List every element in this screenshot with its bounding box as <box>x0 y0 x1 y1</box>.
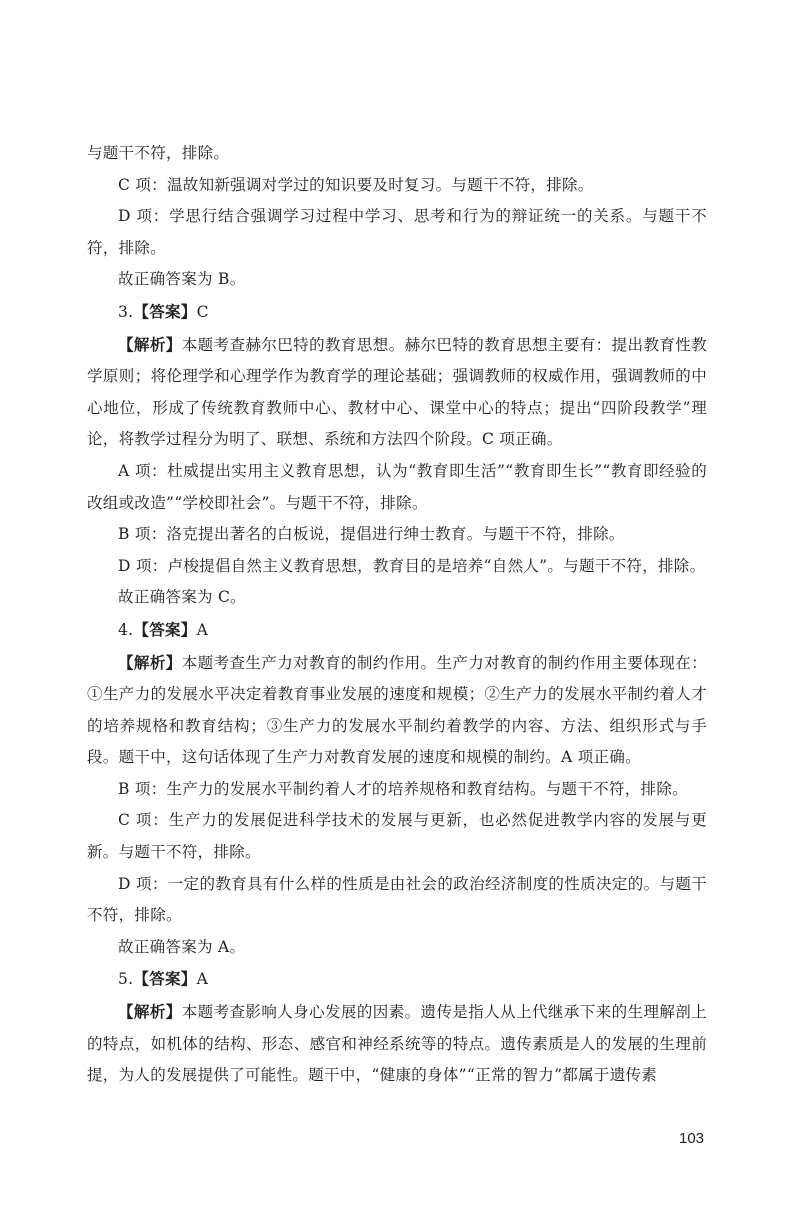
answer-label: 【答案】 <box>133 969 197 989</box>
analysis-label: 【解析】 <box>118 334 182 354</box>
analysis-label: 【解析】 <box>118 652 182 672</box>
answer-heading <box>87 963 707 996</box>
paragraph: 故正确答案为 C。 <box>118 588 246 607</box>
question-number: 5. <box>118 970 134 989</box>
paragraph: 故正确答案为 B。 <box>118 270 246 289</box>
paragraph: A 项：杜威提出实用主义教育思想，认为“教育即生活”“教育即生长”“教育即经验的改组或改造”“学校即社会”。与题干不符，排除。 <box>87 461 707 512</box>
question-number: 4. <box>118 620 134 639</box>
analysis-paragraph <box>87 647 707 774</box>
answer-heading <box>87 614 707 647</box>
analysis-paragraph <box>87 996 707 1092</box>
analysis-text: 本题考查赫尔巴特的教育思想。赫尔巴特的教育思想主要有：提出教育性教学原则；将伦理学和心理学作为教育学的理论基础；强调教师的权威作用，强调教师的中心地位，形成了传统教育教师中心、教材中心、课堂中心的特点；提出“四阶段教学”理论，将教学过程分为明了、联想、系统和方法四个阶段。C 项正确。 <box>87 335 708 449</box>
answer-value: A <box>196 970 209 989</box>
answer-label: 【答案】 <box>133 301 197 321</box>
page-content <box>87 138 707 1092</box>
paragraph: C 项：生产力的发展促进科学技术的发展与更新，也必然促进教学内容的发展与更新。与题干不符，排除。 <box>87 811 707 862</box>
paragraph: B 项：生产力的发展水平制约着人才的培养规格和教育结构。与题干不符，排除。 <box>118 779 688 798</box>
analysis-label: 【解析】 <box>118 1002 182 1022</box>
answer-label: 【答案】 <box>133 619 197 639</box>
paragraph: 与题干不符，排除。 <box>87 144 230 162</box>
paragraph: C 项：温故知新强调对学过的知识要及时复习。与题干不符，排除。 <box>118 175 594 194</box>
answer-value: C <box>196 302 209 321</box>
paragraph: D 项：学思行结合强调学习过程中学习、思考和行为的辩证统一的关系。与题干不符，排除。 <box>87 207 707 257</box>
paragraph: D 项：一定的教育具有什么样的性质是由社会的政治经济制度的性质决定的。与题干不符，排除。 <box>87 874 707 925</box>
answer-value: A <box>196 620 209 639</box>
paragraph: B 项：洛克提出著名的白板说，提倡进行绅士教育。与题干不符，排除。 <box>118 525 625 544</box>
paragraph: D 项：卢梭提倡自然主义教育思想，教育目的是培养“自然人”。与题干不符，排除。 <box>118 556 706 575</box>
answer-heading <box>87 296 707 329</box>
page-number: 103 <box>679 1130 705 1147</box>
analysis-text: 本题考查生产力对教育的制约作用。生产力对教育的制约作用主要体现在：①生产力的发展水平决定着教育事业发展的速度和规模；②生产力的发展水平制约着人才的培养规格和教育结构；③生产力的发展水平制约着教学的内容、方法、组织形式与手段。题干中，这句话体现了生产力对教育发展的速度和规模的制约。A 项正确。 <box>87 653 708 767</box>
analysis-text: 本题考查影响人身心发展的因素。遗传是指人从上代继承下来的生理解剖上的特点，如机体的结构、形态、感官和神经系统等的特点。遗传素质是人的发展的生理前提，为人的发展提供了可能性。题干中，“健康的身体”“正常的智力”都属于遗传素 <box>87 1003 708 1085</box>
paragraph: 故正确答案为 A。 <box>118 937 246 956</box>
question-number: 3. <box>118 302 134 321</box>
analysis-paragraph <box>87 329 707 456</box>
